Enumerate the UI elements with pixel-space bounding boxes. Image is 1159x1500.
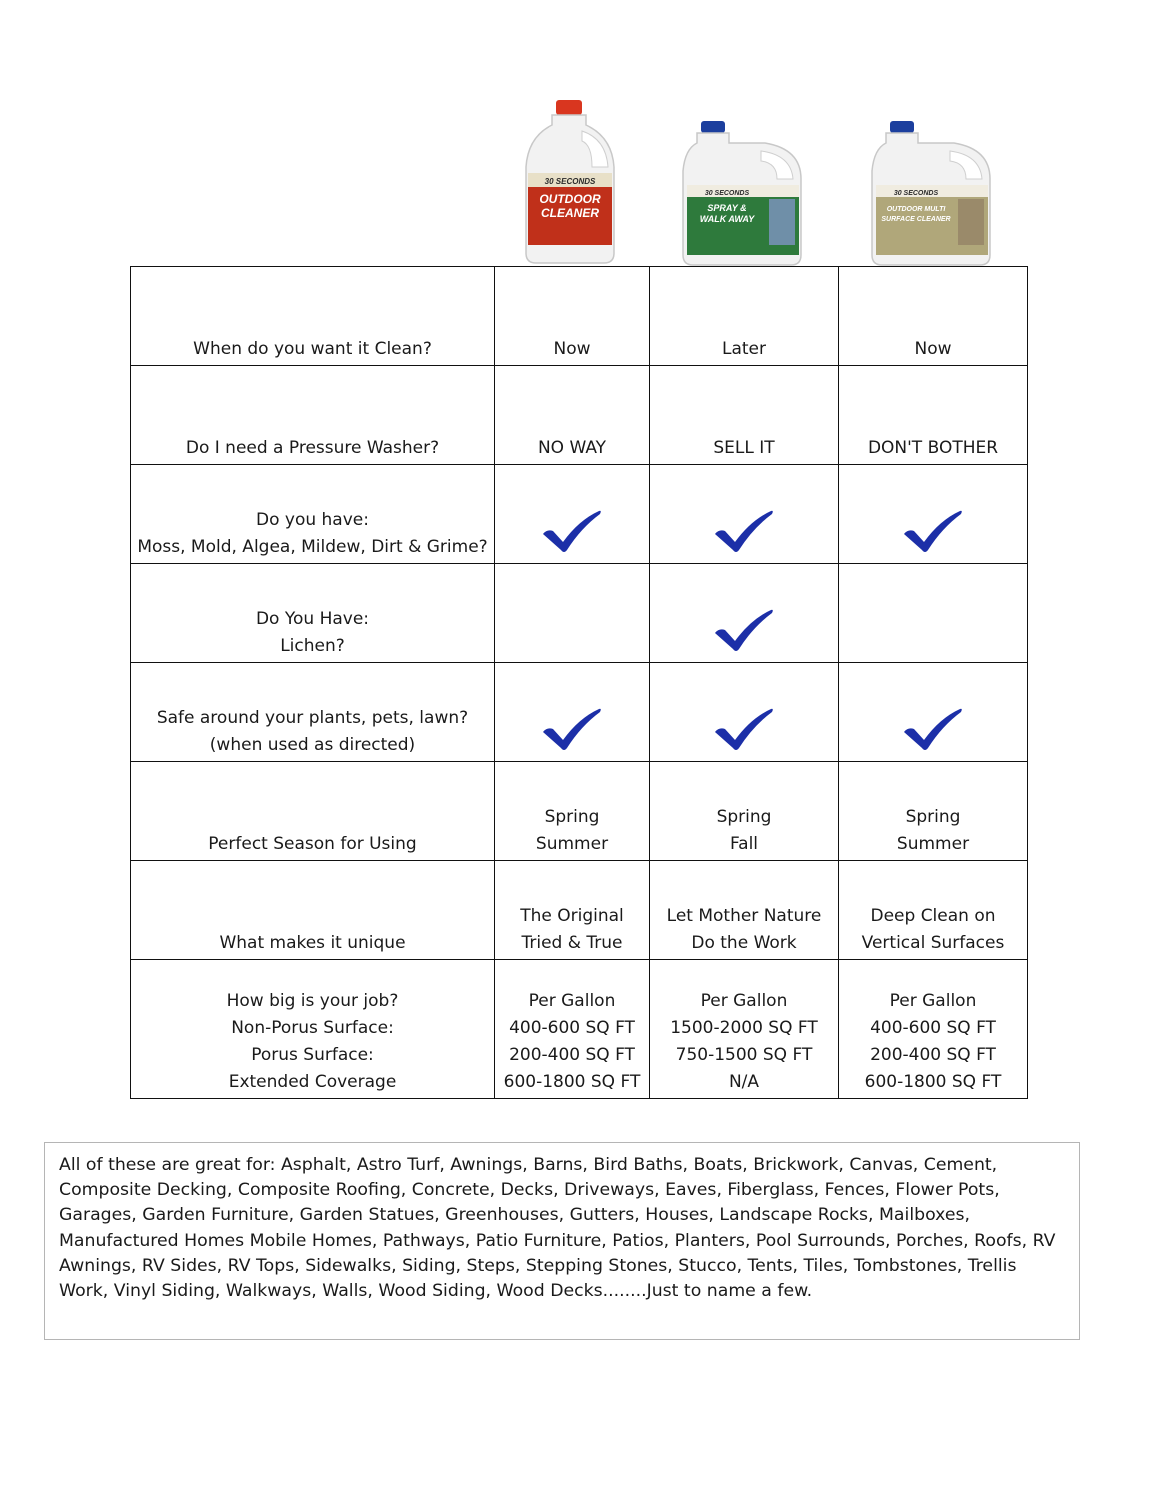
product-images [0, 95, 1159, 267]
question-cell [131, 564, 495, 663]
value-text: Per Gallon [700, 991, 788, 1011]
question-text: Porus Surface: [251, 1045, 374, 1065]
question-cell [131, 267, 495, 366]
value-text: N/A [728, 1072, 760, 1092]
value-text: Vertical Surfaces [861, 933, 1005, 953]
uses-note-box [44, 1142, 1080, 1340]
value-text: Deep Clean on [870, 906, 996, 926]
check-cell [650, 465, 839, 564]
value-text: The Original [520, 906, 624, 926]
value-cell [650, 960, 839, 1099]
check-cell [495, 564, 650, 663]
value-cell [650, 861, 839, 960]
question-text: Perfect Season for Using [208, 834, 417, 854]
question-cell [131, 465, 495, 564]
value-cell [495, 267, 650, 366]
value-text: 600-1800 SQ FT [864, 1072, 1002, 1092]
question-text: Do You Have: [255, 609, 370, 629]
value-text: 400-600 SQ FT [870, 1018, 996, 1038]
checkmark-icon [902, 737, 964, 757]
question-text: Do I need a Pressure Washer? [185, 438, 440, 458]
value-text: Per Gallon [528, 991, 616, 1011]
jug-brand: 30 SECONDS [544, 177, 596, 186]
jug-name-line1: OUTDOOR MULTI [886, 206, 946, 213]
table-row [131, 663, 1028, 762]
checkmark-icon [541, 737, 603, 757]
value-cell [495, 960, 650, 1099]
comparison-table [130, 266, 1028, 1099]
value-text: DON'T BOTHER [867, 438, 999, 458]
table-row [131, 267, 1028, 366]
checkmark-icon [713, 539, 775, 559]
table-row [131, 366, 1028, 465]
jug-name-line1: OUTDOOR [539, 192, 601, 206]
value-text: 600-1800 SQ FT [503, 1072, 641, 1092]
checkmark-icon [713, 737, 775, 757]
value-cell [495, 366, 650, 465]
value-cell [839, 762, 1028, 861]
value-text: 1500-2000 SQ FT [670, 1018, 818, 1038]
question-text: When do you want it Clean? [193, 339, 432, 359]
question-cell [131, 960, 495, 1099]
question-text: Do you have: [256, 510, 369, 530]
table-row [131, 465, 1028, 564]
check-cell [495, 663, 650, 762]
jug-brand: 30 SECONDS [704, 190, 750, 197]
question-text: Lichen? [280, 636, 345, 656]
question-cell [131, 663, 495, 762]
jug-brand: 30 SECONDS [893, 190, 939, 197]
check-cell [839, 564, 1028, 663]
value-cell [495, 762, 650, 861]
value-text: 750-1500 SQ FT [675, 1045, 813, 1065]
value-cell [650, 267, 839, 366]
value-text: Tried & True [521, 933, 623, 953]
jug-cap [556, 100, 582, 115]
jug-name-line2: CLEANER [540, 206, 600, 220]
question-text: Non-Porus Surface: [231, 1018, 394, 1038]
checkmark-icon [902, 539, 964, 559]
check-cell [839, 465, 1028, 564]
table-row [131, 564, 1028, 663]
checkmark-icon [541, 539, 603, 559]
jug-cap [701, 121, 725, 133]
question-text: Extended Coverage [228, 1072, 397, 1092]
value-text: Now [553, 339, 591, 359]
product-jug-multi-surface [870, 119, 994, 267]
value-text: SELL IT [713, 438, 775, 458]
value-cell [650, 366, 839, 465]
question-text: (when used as directed) [209, 735, 416, 755]
value-text: Do the Work [691, 933, 797, 953]
question-cell [131, 762, 495, 861]
question-text: What makes it unique [219, 933, 406, 953]
value-text: Spring [544, 807, 600, 827]
value-text: Spring [716, 807, 772, 827]
jug-name-line1: SPRAY & [707, 203, 747, 213]
table-row [131, 960, 1028, 1099]
question-cell [131, 366, 495, 465]
value-text: 200-400 SQ FT [509, 1045, 635, 1065]
question-cell [131, 861, 495, 960]
value-text: Summer [535, 834, 609, 854]
checkmark-icon [713, 638, 775, 658]
check-cell [650, 564, 839, 663]
jug-cap [890, 121, 914, 133]
value-cell [839, 366, 1028, 465]
value-text: NO WAY [537, 438, 607, 458]
value-text: 200-400 SQ FT [870, 1045, 996, 1065]
value-text: Let Mother Nature [666, 906, 822, 926]
jug-name-line2: SURFACE CLEANER [881, 216, 951, 223]
table-row [131, 762, 1028, 861]
value-cell [839, 861, 1028, 960]
value-text: Per Gallon [889, 991, 977, 1011]
uses-text: All of these are great for: Asphalt, Astro Turf, Awnings, Barns, Bird Baths, Boats, Brickwork, Canvas, Cement, Composite Decking, Composite Roofing, Concrete, Decks, Driveways, Eaves, Fiberglass, Fences, Flower Pots, Garages, Garden Furniture, Garden Statues, Greenhouses, Gutters, Houses, Landscape Rocks, Mailboxes, Manufactured Homes Mobile Homes, Pathways, Patio Furniture, Patios, Planters, Pool Surrounds, Porches, Roofs, RV Awnings, RV Sides, RV Tops, Sidewalks, Siding, Steps, Stepping Stones, Stucco, Tents, Tiles, Tombstones, Trellis Work, Vinyl Siding, Walkways, Walls, Wood Siding, Wood Decks........Just to name a few. [59, 1155, 1056, 1302]
check-cell [839, 663, 1028, 762]
value-text: Spring [905, 807, 961, 827]
product-jug-outdoor-cleaner [522, 95, 618, 265]
value-text: Later [721, 339, 766, 359]
value-cell [495, 861, 650, 960]
value-cell [839, 267, 1028, 366]
question-text: Moss, Mold, Algea, Mildew, Dirt & Grime? [137, 537, 488, 557]
value-cell [839, 960, 1028, 1099]
question-text: Safe around your plants, pets, lawn? [156, 708, 469, 728]
question-text: How big is your job? [226, 991, 399, 1011]
value-text: Fall [729, 834, 759, 854]
value-cell [650, 762, 839, 861]
check-cell [495, 465, 650, 564]
check-cell [650, 663, 839, 762]
table-row [131, 861, 1028, 960]
product-jug-spray-walk-away [681, 119, 805, 267]
value-text: 400-600 SQ FT [509, 1018, 635, 1038]
value-text: Summer [896, 834, 970, 854]
value-text: Now [914, 339, 952, 359]
jug-name-line2: WALK AWAY [699, 214, 755, 224]
